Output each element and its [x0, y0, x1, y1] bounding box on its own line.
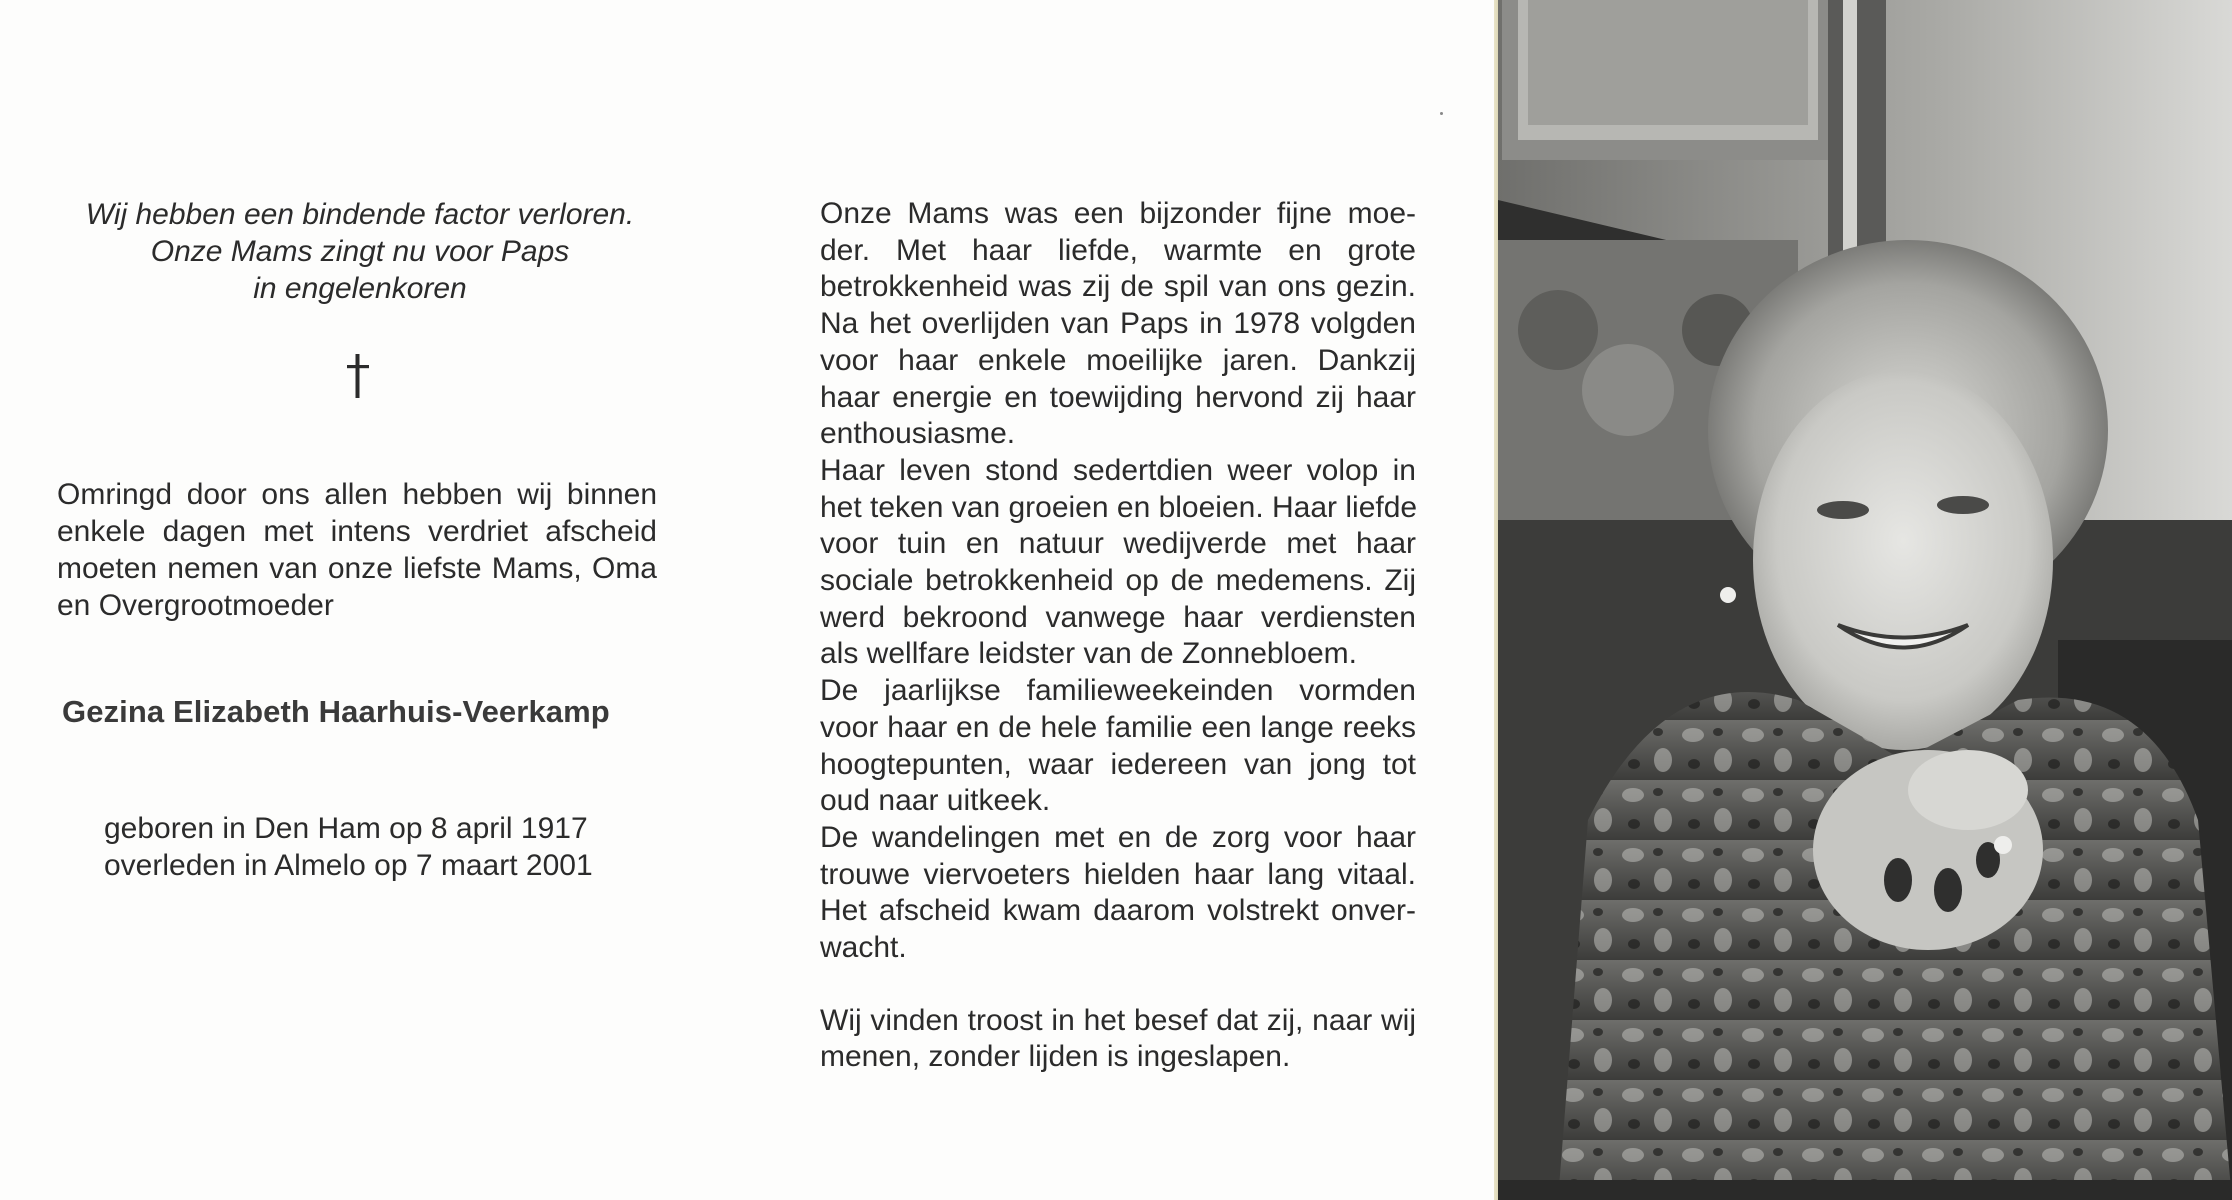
intro-text — [57, 476, 657, 624]
text-line: betrokkenheid was zij de spil van ons gezin. — [820, 270, 1416, 304]
poem-line: Onze Mams zingt nu voor Paps — [150, 235, 570, 268]
text-line: voor haar enkele moeilijke jaren. Dankzij — [820, 343, 1416, 377]
text-line: voor tuin en natuur wedijverde met haar — [820, 527, 1416, 561]
dates — [104, 810, 593, 884]
intro-line: Omringd door ons allen hebben wij binnen — [57, 478, 657, 511]
text-line: enthousiasme. — [820, 417, 1016, 451]
portrait-photo — [1498, 0, 2232, 1200]
intro-line: en Overgrootmoeder — [57, 589, 334, 622]
intro-line: enkele dagen met intens verdriet afscheid — [57, 515, 657, 548]
text-line: der. Met haar liefde, warmte en grote — [820, 233, 1416, 267]
text-line: als wellfare leidster van de Zonnebloem. — [820, 637, 1357, 671]
death-line: overleden in Almelo op 7 maart 2001 — [104, 849, 593, 882]
text-line: Haar leven stond sedertdien weer volop in — [820, 453, 1416, 487]
cross-icon — [340, 352, 376, 400]
text-line: Onze Mams was een bijzonder fijne moe- — [820, 197, 1416, 230]
paragraph-gap — [820, 967, 1416, 1003]
text-line: hoogtepunten, waar iedereen van jong tot — [820, 747, 1416, 781]
birth-line: geboren in Den Ham op 8 april 1917 — [104, 812, 588, 845]
text-line: De wandelingen met en de zorg voor haar — [820, 820, 1416, 854]
text-line: wacht. — [820, 931, 907, 965]
intro-line: moeten nemen van onze liefste Mams, Oma — [57, 552, 657, 585]
text-line: Na het overlijden van Paps in 1978 volgden — [820, 307, 1416, 341]
deceased-name: Gezina Elizabeth Haarhuis-Veerkamp — [62, 694, 610, 729]
poem-line: in engelenkoren — [253, 272, 467, 305]
text-line: menen, zonder lijden is ingeslapen. — [820, 1040, 1291, 1074]
tribute-text — [820, 196, 1416, 1076]
text-line: oud naar uitkeek. — [820, 784, 1051, 818]
text-line: werd bekroond vanwege haar verdiensten — [820, 600, 1416, 634]
text-line: trouwe viervoeters hielden haar lang vitaal. — [820, 857, 1416, 891]
text-line: haar energie en toewijding hervond zij haar — [820, 380, 1416, 414]
text-line: sociale betrokkenheid op de medemens. Zij — [820, 564, 1416, 598]
speck — [1440, 112, 1443, 115]
text-line: het teken van groeien en bloeien. Haar liefde — [820, 490, 1418, 524]
text-line: De jaarlijkse familieweekeinden vormden — [820, 674, 1416, 708]
poem — [40, 196, 680, 307]
poem-line: Wij hebben een bindende factor verloren. — [85, 198, 635, 231]
text-line: Het afscheid kwam daarom volstrekt onver- — [820, 894, 1416, 928]
text-line: Wij vinden troost in het besef dat zij, naar wij — [820, 1003, 1416, 1037]
text-line: voor haar en de hele familie een lange reeks — [820, 710, 1416, 744]
